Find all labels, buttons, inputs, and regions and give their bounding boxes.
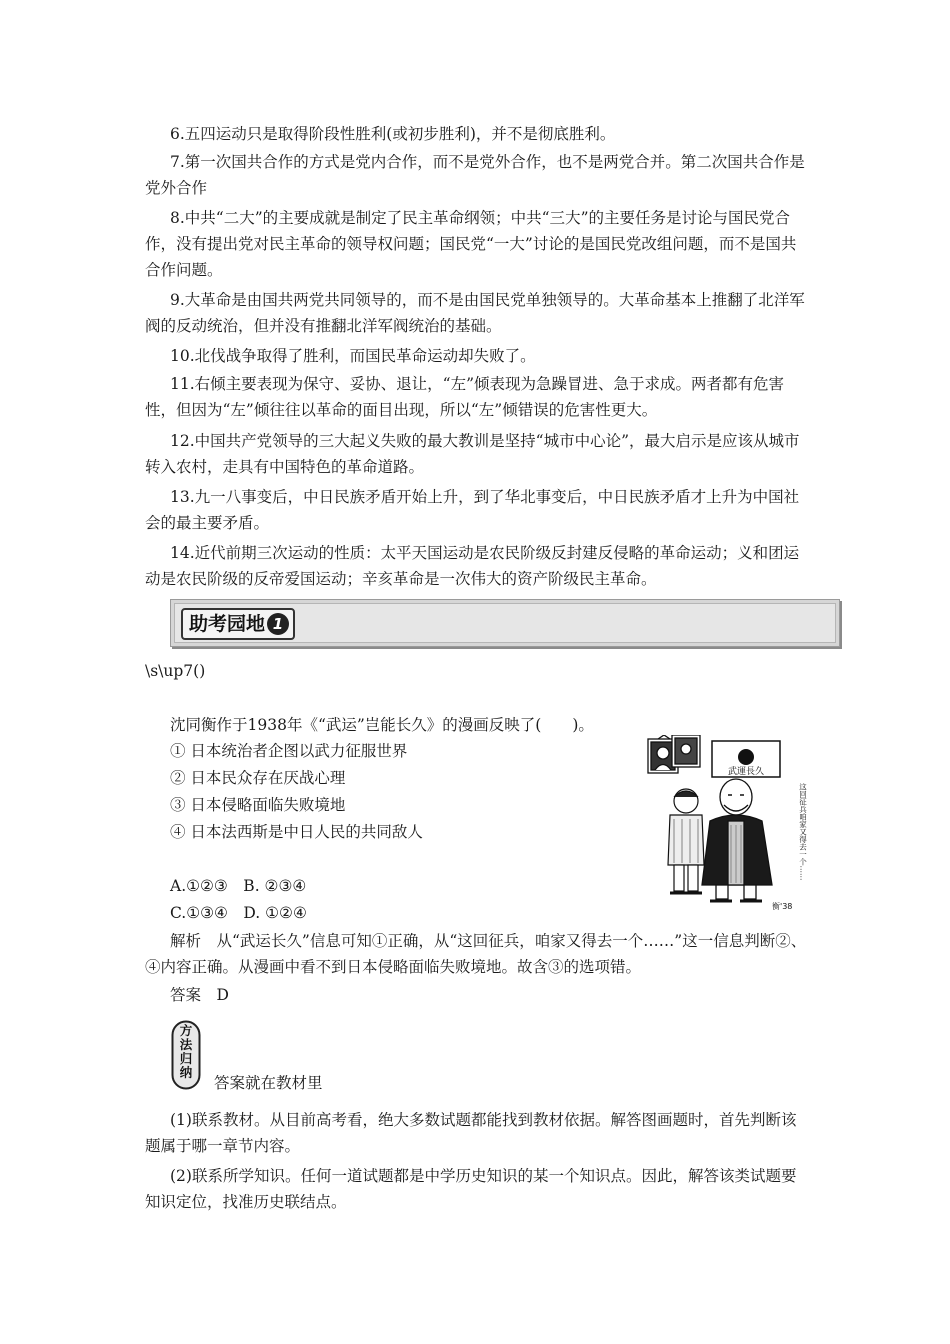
- question-stem: 沈同衡作于1938年《“武运”岂能长久》的漫画反映了( )。: [170, 716, 594, 734]
- artist-signature: 衡'38: [772, 902, 793, 911]
- analysis-text: 解析 从“武运长久”信息可知①正确，从“这回征兵，咱家又得去一个……”这一信息判断②、④内容正确。从漫画中看不到日本侵略面临失败境地。故含③的选项错。: [145, 932, 807, 976]
- child-figure: [668, 789, 704, 893]
- options-row-1: A.①②③ B. ②③④: [170, 877, 307, 895]
- point-11: 11.右倾主要表现为保守、妥协、退让，“左”倾表现为急躁冒进、急于求成。两者都有危害性，但因为“左”倾往往以革命的面目出现，所以“左”倾错误的危害性更大。: [145, 375, 785, 419]
- question-item-1: ① 日本统治者企图以武力征服世界: [170, 742, 408, 760]
- method-point-2: (2)联系所学知识。任何一道试题都是中学历史知识的某一个知识点。因此，解答该类试题要知识定位，找准历史联结点。: [145, 1167, 797, 1211]
- flag-text: 武運長久: [727, 767, 765, 777]
- field-code-text: \s\up7(): [145, 662, 206, 680]
- old-man-figure: [702, 779, 772, 901]
- method-point-1: (1)联系教材。从目前高考看，绝大多数试题都能找到教材依据。解答图画题时，首先判断该题属于哪一章节内容。: [145, 1111, 797, 1155]
- point-6: 6.五四运动只是取得阶段性胜利(或初步胜利)，并不是彻底胜利。: [170, 125, 616, 143]
- point-9: 9.大革命是由国共两党共同领导的，而不是由国民党单独领导的。大革命基本上推翻了北洋军阀的反动统治，但并没有推翻北洋军阀统治的基础。: [145, 291, 805, 335]
- svg-text:这回征兵咱家又得去一个……: 这回征兵咱家又得去一个……: [798, 783, 808, 881]
- section-banner: [170, 599, 840, 647]
- question-item-3: ③ 日本侵略面临失败境地: [170, 796, 346, 814]
- speech-text: [798, 782, 807, 881]
- method-badge-label: 方 法 归 纳: [179, 1023, 193, 1080]
- flag-banner: [712, 741, 780, 777]
- section-number-badge: 1: [267, 613, 289, 635]
- cartoon-illustration: [640, 735, 820, 913]
- options-row-2: C.①③④ D. ①②④: [170, 904, 307, 922]
- framed-portrait-right: [672, 735, 700, 767]
- answer-text: 答案 D: [170, 986, 229, 1004]
- question-item-4: ④ 日本法西斯是中日人民的共同敌人: [170, 823, 423, 841]
- method-heading: 答案就在教材里: [214, 1074, 323, 1092]
- point-12: 12.中国共产党领导的三大起义失败的最大教训是坚持“城市中心论”，最大启示是应该从城市转入农村，走具有中国特色的革命道路。: [145, 432, 800, 476]
- section-title-tag: [181, 608, 295, 640]
- question-item-2: ② 日本民众存在厌战心理: [170, 769, 346, 787]
- point-7: 7.第一次国共合作的方式是党内合作，而不是党外合作，也不是两党合并。第二次国共合作是党外合作: [145, 153, 805, 197]
- section-banner-inner: [174, 603, 836, 643]
- point-8: 8.中共“二大”的主要成就是制定了民主革命纲领；中共“三大”的主要任务是讨论与国民党合作，没有提出党对民主革命的领导权问题；国民党“一大”讨论的是国民党改组问题，而不是国共合作问题。: [145, 209, 797, 279]
- section-title: 助考园地: [189, 613, 266, 635]
- point-14: 14.近代前期三次运动的性质：太平天国运动是农民阶级反封建反侵略的革命运动；义和团运动是农民阶级的反帝爱国运动；辛亥革命是一次伟大的资产阶级民主革命。: [145, 544, 800, 588]
- point-10: 10.北伐战争取得了胜利，而国民革命运动却失败了。: [170, 347, 536, 365]
- point-13: 13.九一八事变后，中日民族矛盾开始上升，到了华北事变后，中日民族矛盾才上升为中国社会的最主要矛盾。: [145, 488, 800, 532]
